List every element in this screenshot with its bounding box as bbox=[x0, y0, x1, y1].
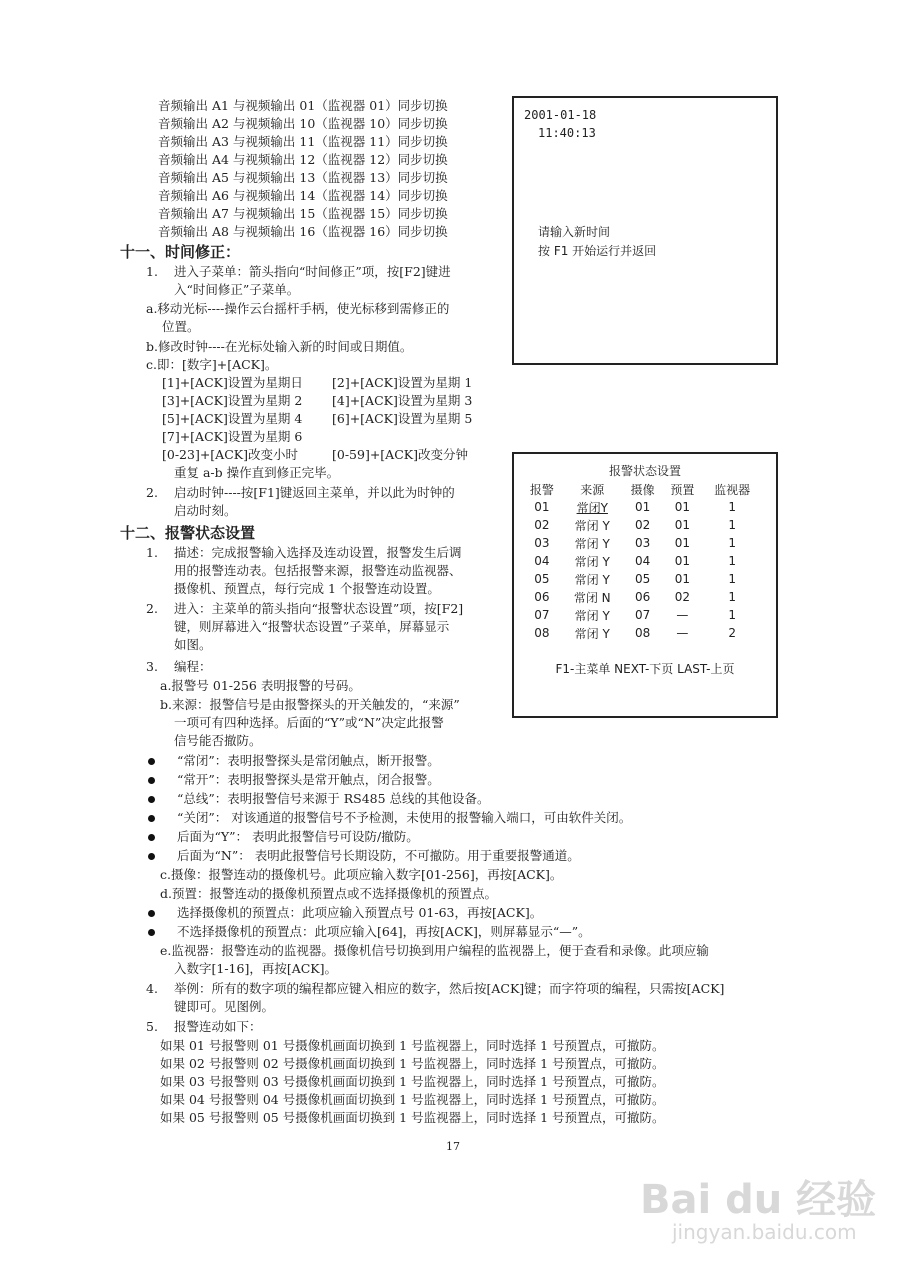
step-2-text: 启动时钟----按[F1]键返回主菜单，并以此为时钟的 bbox=[174, 485, 455, 500]
cell-camera: 01 bbox=[634, 500, 651, 514]
cell-preset: 01 bbox=[674, 500, 691, 514]
cell-monitor: 1 bbox=[728, 608, 736, 622]
cell-alarm: 03 bbox=[534, 536, 550, 550]
audio-line: 音频输出 A3 与视频输出 11（监视器 11）同步切换 bbox=[158, 134, 448, 149]
table-header-row bbox=[522, 480, 762, 498]
alarm-screen-footer: F1-主菜单 NEXT-下页 LAST-上页 bbox=[555, 662, 735, 676]
audio-line: 音频输出 A4 与视频输出 12（监视器 12）同步切换 bbox=[158, 152, 448, 167]
example-line: 如果 04 号报警则 04 号摄像机画面切换到 1 号监视器上，同时选择 1 号预置点，可撤防。 bbox=[160, 1092, 665, 1107]
bullet-text: “关闭”： 对该通道的报警信号不予检测，未使用的报警输入端口，可由软件关闭。 bbox=[177, 810, 632, 825]
cell-source: 常闭 Y bbox=[574, 554, 610, 569]
alarm-screen-title: 报警状态设置 bbox=[608, 464, 681, 478]
cell-camera: 06 bbox=[634, 590, 651, 604]
cell-alarm: 01 bbox=[534, 500, 550, 514]
step-2-line: 键，则屏幕进入“报警状态设置”子菜单，屏幕显示 bbox=[174, 619, 450, 634]
cell-camera: 05 bbox=[634, 572, 651, 586]
watermark-url: jingyan.baidu.com bbox=[672, 1220, 857, 1244]
cell-camera: 03 bbox=[634, 536, 651, 550]
key-item: [1]+[ACK]设置为星期日 bbox=[162, 375, 303, 390]
screen-time: 11:40:13 bbox=[538, 126, 596, 140]
example-line: 如果 03 号报警则 03 号摄像机画面切换到 1 号监视器上，同时选择 1 号预置点，可撤防。 bbox=[160, 1074, 665, 1089]
screen-message-1: 请输入新时间 bbox=[538, 225, 611, 239]
table-row bbox=[522, 624, 762, 642]
alarm-screen bbox=[512, 452, 778, 718]
cell-source: 常闭 Y bbox=[574, 626, 610, 641]
bullet-item bbox=[148, 828, 419, 846]
cell-camera: 02 bbox=[634, 518, 651, 532]
bullet-icon bbox=[148, 853, 155, 860]
step-number: 2. bbox=[146, 601, 158, 616]
key-item: [3]+[ACK]设置为星期 2 bbox=[162, 393, 303, 408]
cell-alarm: 04 bbox=[534, 554, 550, 568]
substep-c: c.即：[数字]+[ACK]。 bbox=[146, 357, 278, 372]
step-4-line: 举例：所有的数字项的编程都应键入相应的数字，然后按[ACK]键；而字符项的编程，只需按[ACK] bbox=[174, 981, 725, 996]
cell-source: 常闭 Y bbox=[574, 536, 610, 551]
cell-preset: 02 bbox=[674, 590, 691, 604]
cell-source: 常闭Y bbox=[576, 500, 608, 515]
item-b-line: 一项可有四种选择。后面的“Y”或“N”决定此报警 bbox=[174, 715, 444, 730]
table-row bbox=[522, 570, 762, 588]
audio-line: 音频输出 A6 与视频输出 14（监视器 14）同步切换 bbox=[158, 188, 448, 203]
step-number: 5. bbox=[146, 1019, 158, 1034]
step-5-title: 报警连动如下： bbox=[174, 1019, 262, 1034]
step-1-line: 摄像机、预置点，每行完成 1 个报警连动设置。 bbox=[174, 581, 440, 596]
cell-monitor: 2 bbox=[728, 626, 736, 640]
bullet-icon bbox=[148, 796, 155, 803]
step-number: 4. bbox=[146, 981, 158, 996]
watermark-logo: Bai du 经验 bbox=[640, 1177, 877, 1223]
table-row bbox=[522, 552, 762, 570]
bullet-item bbox=[148, 923, 591, 941]
item-e-line: e.监视器：报警连动的监视器。摄像机信号切换到用户编程的监视器上，便于查看和录像。此项应输 bbox=[160, 943, 709, 958]
bullet-icon bbox=[148, 815, 155, 822]
cell-monitor: 1 bbox=[728, 572, 736, 586]
cell-preset: 01 bbox=[674, 554, 691, 568]
bullet-item bbox=[148, 771, 440, 789]
bullet-text: “常闭”：表明报警探头是常闭触点，断开报警。 bbox=[177, 753, 440, 768]
bullet-text: 不选择摄像机的预置点：此项应输入[64]，再按[ACK]，则屏幕显示“—”。 bbox=[177, 924, 591, 939]
header-alarm: 报警 bbox=[529, 482, 554, 497]
table-row bbox=[522, 516, 762, 534]
step-1-text: 进入子菜单：箭头指向“时间修正”项，按[F2]键进 bbox=[174, 264, 451, 279]
step-number: 2. bbox=[146, 485, 158, 500]
key-item: [2]+[ACK]设置为星期 1 bbox=[332, 375, 473, 390]
audio-line: 音频输出 A2 与视频输出 10（监视器 10）同步切换 bbox=[158, 116, 448, 131]
key-item: [6]+[ACK]设置为星期 5 bbox=[332, 411, 473, 426]
step-2-line: 进入：主菜单的箭头指向“报警状态设置”项，按[F2] bbox=[174, 601, 464, 616]
substep-a: a.移动光标----操作云台摇杆手柄，使光标移到需修正的 bbox=[146, 301, 450, 316]
cell-camera: 07 bbox=[634, 608, 651, 622]
bullet-item bbox=[148, 904, 542, 922]
cell-alarm: 07 bbox=[534, 608, 550, 622]
audio-line: 音频输出 A1 与视频输出 01（监视器 01）同步切换 bbox=[158, 98, 448, 113]
step-number: 1. bbox=[146, 545, 158, 560]
item-c: c.摄像：报警连动的摄像机号。此项应输入数字[01-256]，再按[ACK]。 bbox=[160, 867, 563, 882]
bullet-text: “总线”：表明报警信号来源于 RS485 总线的其他设备。 bbox=[177, 791, 490, 806]
step-1-line: 描述：完成报警输入选择及连动设置，报警发生后调 bbox=[174, 545, 462, 560]
step-2-text-cont: 启动时刻。 bbox=[174, 503, 237, 518]
key-item: [5]+[ACK]设置为星期 4 bbox=[162, 411, 303, 426]
cell-preset: 01 bbox=[674, 572, 691, 586]
substep-b: b.修改时钟----在光标处输入新的时间或日期值。 bbox=[146, 339, 413, 354]
item-e-line: 入数字[1-16]，再按[ACK]。 bbox=[174, 961, 338, 976]
item-b-line: b.来源：报警信号是由报警探头的开关触发的，“来源” bbox=[160, 697, 460, 712]
cell-preset: 01 bbox=[674, 536, 691, 550]
page-number: 17 bbox=[446, 1140, 460, 1153]
audio-line: 音频输出 A8 与视频输出 16（监视器 16）同步切换 bbox=[158, 224, 448, 239]
key-item: [0-59]+[ACK]改变分钟 bbox=[332, 447, 468, 462]
cell-monitor: 1 bbox=[728, 536, 736, 550]
bullet-text: 后面为“Y”： 表明此报警信号可设防/撤防。 bbox=[177, 829, 419, 844]
alarm-table bbox=[522, 480, 762, 642]
cell-preset: — bbox=[676, 608, 689, 622]
cell-alarm: 05 bbox=[534, 572, 550, 586]
bullet-icon bbox=[148, 758, 155, 765]
bullet-text: “常开”：表明报警探头是常开触点，闭合报警。 bbox=[177, 772, 440, 787]
table-row bbox=[522, 606, 762, 624]
item-d: d.预置：报警连动的摄像机预置点或不选择摄像机的预置点。 bbox=[160, 886, 497, 901]
key-item: [4]+[ACK]设置为星期 3 bbox=[332, 393, 473, 408]
bullet-item bbox=[148, 847, 580, 865]
example-line: 如果 05 号报警则 05 号摄像机画面切换到 1 号监视器上，同时选择 1 号预置点，可撤防。 bbox=[160, 1110, 665, 1125]
bullet-text: 选择摄像机的预置点：此项应输入预置点号 01-63，再按[ACK]。 bbox=[177, 905, 543, 920]
item-b-line: 信号能否撤防。 bbox=[174, 733, 262, 748]
table-row bbox=[522, 498, 762, 516]
section-12-title: 十二、报警状态设置 bbox=[120, 524, 256, 542]
cell-monitor: 1 bbox=[728, 518, 736, 532]
bullet-text: 后面为“N”： 表明此报警信号长期设防，不可撤防。用于重要报警通道。 bbox=[177, 848, 580, 863]
bullet-icon bbox=[148, 929, 155, 936]
screen-date: 2001-01-18 bbox=[524, 108, 597, 122]
example-line: 如果 01 号报警则 01 号摄像机画面切换到 1 号监视器上，同时选择 1 号预置点，可撤防。 bbox=[160, 1038, 665, 1053]
table-row bbox=[522, 534, 762, 552]
cell-camera: 04 bbox=[634, 554, 651, 568]
bullet-icon bbox=[148, 910, 155, 917]
step-4-line: 键即可。见图例。 bbox=[174, 999, 275, 1014]
bullet-item bbox=[148, 809, 631, 827]
cell-alarm: 06 bbox=[534, 590, 550, 604]
step-2-line: 如图。 bbox=[174, 637, 212, 652]
repeat-note: 重复 a-b 操作直到修正完毕。 bbox=[174, 465, 340, 480]
header-source: 来源 bbox=[580, 482, 605, 497]
cell-monitor: 1 bbox=[728, 554, 736, 568]
header-monitor: 监视器 bbox=[714, 482, 751, 497]
cell-source: 常闭 Y bbox=[574, 518, 610, 533]
cell-source: 常闭 Y bbox=[574, 572, 610, 587]
time-screen bbox=[512, 96, 778, 365]
header-camera: 摄像 bbox=[630, 482, 655, 497]
cell-camera: 08 bbox=[634, 626, 651, 640]
item-a: a.报警号 01-256 表明报警的号码。 bbox=[160, 678, 361, 693]
cell-preset: 01 bbox=[674, 518, 691, 532]
bullet-item bbox=[148, 790, 490, 808]
step-1-line: 用的报警连动表。包括报警来源，报警连动监视器、 bbox=[174, 563, 462, 578]
cell-source: 常闭 N bbox=[573, 590, 611, 605]
table-row bbox=[522, 588, 762, 606]
substep-a-cont: 位置。 bbox=[162, 319, 200, 334]
cell-source: 常闭 Y bbox=[574, 608, 610, 623]
step-3-title: 编程： bbox=[174, 659, 212, 674]
audio-line: 音频输出 A5 与视频输出 13（监视器 13）同步切换 bbox=[158, 170, 448, 185]
bullet-item bbox=[148, 752, 440, 770]
cell-monitor: 1 bbox=[728, 590, 736, 604]
key-item: [0-23]+[ACK]改变小时 bbox=[162, 447, 298, 462]
cell-alarm: 02 bbox=[534, 518, 550, 532]
cell-preset: — bbox=[676, 626, 689, 640]
header-preset: 预置 bbox=[670, 482, 695, 497]
key-item: [7]+[ACK]设置为星期 6 bbox=[162, 429, 303, 444]
bullet-icon bbox=[148, 834, 155, 841]
bullet-icon bbox=[148, 777, 155, 784]
step-1-text-cont: 入“时间修正”子菜单。 bbox=[174, 282, 300, 297]
section-11-title: 十一、时间修正： bbox=[120, 243, 241, 261]
audio-line: 音频输出 A7 与视频输出 15（监视器 15）同步切换 bbox=[158, 206, 448, 221]
step-number: 1. bbox=[146, 264, 158, 279]
example-line: 如果 02 号报警则 02 号摄像机画面切换到 1 号监视器上，同时选择 1 号预置点，可撤防。 bbox=[160, 1056, 665, 1071]
cell-alarm: 08 bbox=[534, 626, 550, 640]
step-number: 3. bbox=[146, 659, 158, 674]
screen-message-2: 按 F1 开始运行并返回 bbox=[538, 244, 657, 258]
cell-monitor: 1 bbox=[728, 500, 736, 514]
